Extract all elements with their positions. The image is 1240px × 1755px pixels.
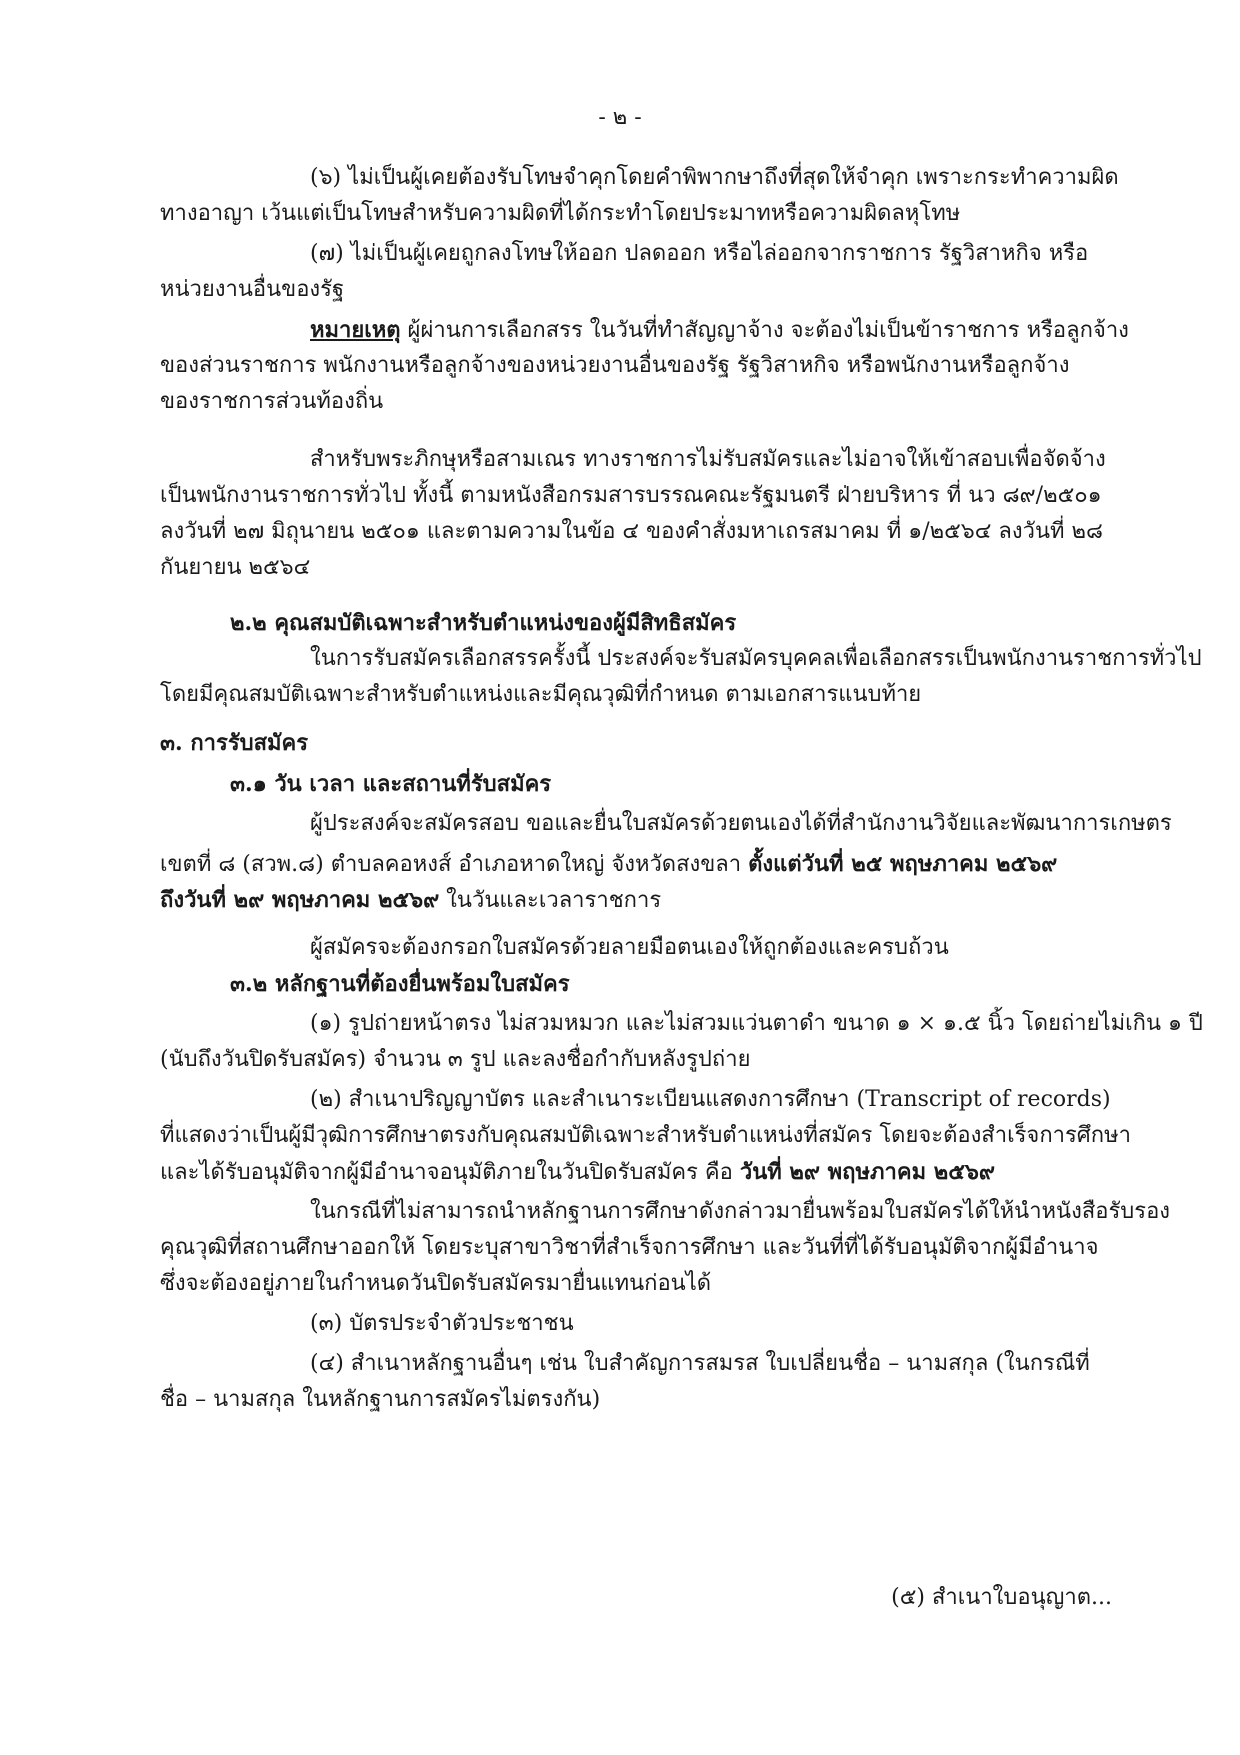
section-3-1-line-2 (160, 846, 1112, 883)
closing-date: วันที่ ๒๙ พฤษภาคม ๒๕๖๙ (739, 1159, 995, 1185)
section-3-2-heading: ๓.๒ หลักฐานที่ต้องยื่นพร้อมใบสมัคร (230, 971, 570, 997)
section-3-1-heading: ๓.๑ วัน เวลา และสถานที่รับสมัคร (230, 771, 552, 797)
monk-line-4: กันยายน ๒๕๖๔ (160, 555, 311, 580)
office-hours: ในวันและเวลาราชการ (439, 888, 662, 913)
note-line-2: ของส่วนราชการ พนักงานหรือลูกจ้างของหน่วยงานอื่นของรัฐ รัฐวิสาหกิจ หรือพนักงานหรือลูกจ้าง (160, 353, 1070, 378)
approval-text: และได้รับอนุมัติจากผู้มีอำนาจอนุมัติภายในวันปิดรับสมัคร คือ (160, 1160, 740, 1185)
section-3-1-line-1: ผู้ประสงค์จะสมัครสอบ ขอและยื่นใบสมัครด้วยตนเองได้ที่สำนักงานวิจัยและพัฒนาการเกษตร (310, 811, 1172, 836)
section-3-1-line-4: ผู้สมัครจะต้องกรอกใบสมัครด้วยลายมือตนเองให้ถูกต้องและครบถ้วน (310, 935, 949, 960)
monk-line-2: เป็นพนักงานราชการทั่วไป ทั้งนี้ ตามหนังสือกรมสารบรรณคณะรัฐมนตรี ฝ่ายบริหาร ที่ นว ๘๙/๒๕๐๑ (160, 483, 1102, 508)
start-date: ตั้งแต่วันที่ ๒๕ พฤษภาคม ๒๕๖๙ (748, 851, 1058, 877)
document-4-line-1: (๔) สำเนาหลักฐานอื่นๆ เช่น ใบสำคัญการสมรส ใบเปลี่ยนชื่อ – นามสกุล (ในกรณีที่ (310, 1351, 1090, 1376)
document-2-line-1: (๒) สำเนาปริญญาบัตร และสำเนาระเบียนแสดงการศึกษา (Transcript of records) (310, 1087, 1111, 1112)
alternative-line-3: ซึ่งจะต้องอยู่ภายในกำหนดวันปิดรับสมัครมายื่นแทนก่อนได้ (160, 1271, 712, 1296)
qualification-6-line-2: ทางอาญา เว้นแต่เป็นโทษสำหรับความผิดที่ได้กระทำโดยประมาทหรือความผิดลหุโทษ (160, 201, 961, 226)
note-label: หมายเหตุ (310, 317, 401, 343)
note-line-1 (310, 312, 1129, 349)
section-2-2-line-2: โดยมีคุณสมบัติเฉพาะสำหรับตำแหน่งและมีคุณวุฒิที่กำหนด ตามเอกสารแนบท้าย (160, 682, 922, 707)
monk-line-3: ลงวันที่ ๒๗ มิถุนายน ๒๕๐๑ และตามความในข้อ ๔ ของคำสั่งมหาเถรสมาคม ที่ ๑/๒๕๖๔ ลงวันที่ ๒๘ (160, 519, 1104, 544)
section-2-2-heading: ๒.๒ คุณสมบัติเฉพาะสำหรับตำแหน่งของผู้มีสิทธิสมัคร (230, 610, 737, 636)
end-date: ถึงวันที่ ๒๙ พฤษภาคม ๒๕๖๙ (160, 887, 440, 913)
document-1-line-1: (๑) รูปถ่ายหน้าตรง ไม่สวมหมวก และไม่สวมแว่นตาดำ ขนาด ๑ × ๑.๕ นิ้ว โดยถ่ายไม่เกิน ๑ ปี (310, 1011, 1203, 1036)
section-3-heading: ๓. การรับสมัคร (160, 730, 309, 756)
qualification-6-line-1: (๖) ไม่เป็นผู้เคยต้องรับโทษจำคุกโดยคำพิพากษาถึงที่สุดให้จำคุก เพราะกระทำความผิด (310, 165, 1119, 190)
alternative-line-2: คุณวุฒิที่สถานศึกษาออกให้ โดยระบุสาขาวิชาที่สำเร็จการศึกษา และวันที่ที่ได้รับอนุมัติจากผู้มีอำนาจ (160, 1235, 1099, 1260)
document-4-line-2: ชื่อ – นามสกุล ในหลักฐานการสมัครไม่ตรงกัน) (160, 1387, 601, 1412)
section-2-2-line-1: ในการรับสมัครเลือกสรรครั้งนี้ ประสงค์จะรับสมัครบุคคลเพื่อเลือกสรรเป็นพนักงานราชการทั่วไป (310, 646, 1202, 671)
section-3-1-line-3 (160, 882, 1112, 919)
footer-continuation: (๕) สำเนาใบอนุญาต... (891, 1585, 1112, 1610)
document-1-line-2: (นับถึงวันปิดรับสมัคร) จำนวน ๓ รูป และลงชื่อกำกับหลังรูปถ่าย (160, 1047, 751, 1072)
qualification-7-line-1: (๗) ไม่เป็นผู้เคยถูกลงโทษให้ออก ปลดออก หรือไล่ออกจากราชการ รัฐวิสาหกิจ หรือ (310, 241, 1089, 266)
note-line-3: ของราชการส่วนท้องถิ่น (160, 389, 384, 414)
page-number: - ๒ - (598, 105, 642, 130)
qualification-7-line-2: หน่วยงานอื่นของรัฐ (160, 277, 345, 302)
monk-line-1: สำหรับพระภิกษุหรือสามเณร ทางราชการไม่รับสมัครและไม่อาจให้เข้าสอบเพื่อจัดจ้าง (310, 447, 1106, 472)
document-2-line-3 (160, 1154, 1112, 1191)
alternative-line-1: ในกรณีที่ไม่สามารถนำหลักฐานการศึกษาดังกล่าวมายื่นพร้อมใบสมัครได้ให้นำหนังสือรับรอง (310, 1199, 1171, 1224)
document-2-line-2: ที่แสดงว่าเป็นผู้มีวุฒิการศึกษาตรงกับคุณสมบัติเฉพาะสำหรับตำแหน่งที่สมัคร โดยจะต้องสำเร็จการศึกษา (160, 1123, 1131, 1148)
document-3: (๓) บัตรประจำตัวประชาชน (310, 1311, 574, 1336)
note-text: ผู้ผ่านการเลือกสรร ในวันที่ทำสัญญาจ้าง จะต้องไม่เป็นข้าราชการ หรือลูกจ้าง (400, 318, 1129, 343)
location-text: เขตที่ ๘ (สวพ.๘) ตำบลคอหงส์ อำเภอหาดใหญ่ จังหวัดสงขลา (160, 852, 749, 877)
